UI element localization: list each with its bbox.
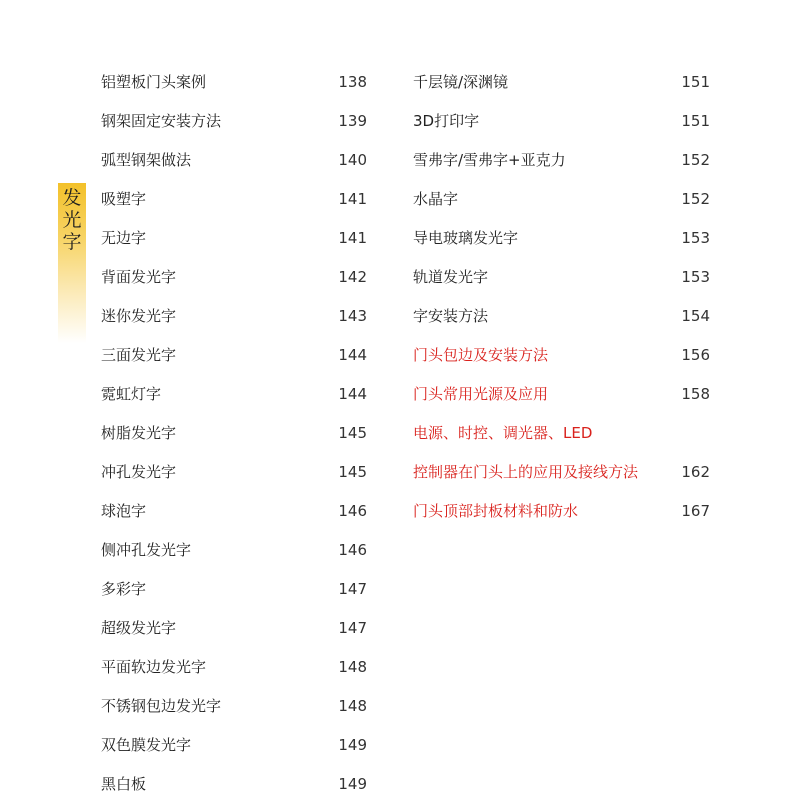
toc-entry[interactable] (101, 570, 367, 609)
toc-entry-page: 152 (681, 151, 710, 169)
toc-entry-title: 双色膜发光字 (101, 736, 192, 754)
toc-entry[interactable] (413, 180, 710, 219)
toc-entry[interactable] (101, 219, 367, 258)
toc-entry[interactable] (101, 336, 367, 375)
toc-entry-title: 多彩字 (101, 580, 147, 598)
toc-entry-page: 145 (338, 424, 367, 442)
toc-entry-page: 144 (338, 346, 367, 364)
toc-entry-title: 无边字 (101, 229, 147, 247)
toc-entry-title: 3D打印字 (413, 112, 480, 130)
toc-entry-page: 146 (338, 502, 367, 520)
toc-entry-title: 黑白板 (101, 775, 147, 793)
toc-entry-page: 147 (338, 580, 367, 598)
toc-entry-title: 霓虹灯字 (101, 385, 162, 403)
toc-entry[interactable] (413, 297, 710, 336)
toc-entry-page: 138 (338, 73, 367, 91)
toc-entry-title: 门头顶部封板材料和防水 (413, 502, 579, 520)
toc-entry-title: 门头常用光源及应用 (413, 385, 549, 403)
toc-right-column (413, 63, 710, 531)
toc-entry-page: 142 (338, 268, 367, 286)
toc-entry-page: 139 (338, 112, 367, 130)
toc-entry-title: 树脂发光字 (101, 424, 177, 442)
toc-entry[interactable] (413, 63, 710, 102)
toc-entry[interactable] (101, 765, 367, 800)
toc-entry-title: 冲孔发光字 (101, 463, 177, 481)
toc-entry-page: 162 (681, 463, 710, 481)
toc-entry[interactable] (101, 531, 367, 570)
toc-entry[interactable] (101, 492, 367, 531)
toc-entry[interactable] (413, 102, 710, 141)
toc-entry[interactable] (101, 414, 367, 453)
toc-entry-page: 144 (338, 385, 367, 403)
toc-entry[interactable] (101, 375, 367, 414)
toc-entry-title: 雪弗字/雪弗字+亚克力 (413, 151, 566, 169)
toc-entry[interactable] (413, 258, 710, 297)
toc-entry[interactable] (413, 414, 710, 453)
toc-entry[interactable] (101, 63, 367, 102)
toc-entry-title: 不锈钢包边发光字 (101, 697, 222, 715)
toc-entry[interactable] (101, 297, 367, 336)
toc-entry-page: 147 (338, 619, 367, 637)
toc-entry-title: 门头包边及安装方法 (413, 346, 549, 364)
toc-entry[interactable] (413, 219, 710, 258)
toc-entry-title: 超级发光字 (101, 619, 177, 637)
toc-entry[interactable] (413, 492, 710, 531)
section-tab (58, 183, 86, 343)
toc-entry[interactable] (413, 141, 710, 180)
toc-entry-page: 140 (338, 151, 367, 169)
toc-entry-page: 148 (338, 658, 367, 676)
toc-entry-title: 千层镜/深渊镜 (413, 73, 509, 91)
toc-entry-title: 钢架固定安装方法 (101, 112, 222, 130)
toc-entry[interactable] (101, 141, 367, 180)
toc-entry[interactable] (101, 102, 367, 141)
toc-entry-title: 平面软边发光字 (101, 658, 207, 676)
toc-entry-page: 146 (338, 541, 367, 559)
toc-entry-title: 水晶字 (413, 190, 459, 208)
toc-entry-page: 158 (681, 385, 710, 403)
toc-entry-title: 字安装方法 (413, 307, 489, 325)
toc-entry-title: 控制器在门头上的应用及接线方法 (413, 463, 639, 481)
toc-entry-title: 吸塑字 (101, 190, 147, 208)
toc-entry[interactable] (101, 258, 367, 297)
toc-entry-title: 导电玻璃发光字 (413, 229, 519, 247)
toc-entry-title: 迷你发光字 (101, 307, 177, 325)
toc-entry[interactable] (101, 726, 367, 765)
toc-entry-title: 球泡字 (101, 502, 147, 520)
toc-entry[interactable] (101, 687, 367, 726)
toc-entry-page: 145 (338, 463, 367, 481)
toc-entry-page: 156 (681, 346, 710, 364)
toc-entry-page: 149 (338, 775, 367, 793)
toc-entry[interactable] (101, 180, 367, 219)
toc-entry-page: 148 (338, 697, 367, 715)
toc-entry-title: 弧型钢架做法 (101, 151, 192, 169)
toc-entry-title: 轨道发光字 (413, 268, 489, 286)
toc-entry-page: 151 (681, 112, 710, 130)
toc-entry-page: 154 (681, 307, 710, 325)
toc-entry[interactable] (101, 648, 367, 687)
toc-entry-page: 141 (338, 229, 367, 247)
toc-entry[interactable] (101, 453, 367, 492)
toc-entry-title: 三面发光字 (101, 346, 177, 364)
toc-entry-page: 151 (681, 73, 710, 91)
toc-left-column (101, 63, 367, 800)
toc-entry-title: 背面发光字 (101, 268, 177, 286)
section-tab-label: 发光字 (62, 187, 82, 253)
toc-entry-page: 167 (681, 502, 710, 520)
toc-entry[interactable] (413, 453, 710, 492)
toc-entry[interactable] (101, 609, 367, 648)
toc-entry-page: 149 (338, 736, 367, 754)
toc-entry-page: 141 (338, 190, 367, 208)
toc-entry[interactable] (413, 375, 710, 414)
toc-entry-page: 153 (681, 229, 710, 247)
toc-entry[interactable] (413, 336, 710, 375)
toc-entry-page: 152 (681, 190, 710, 208)
toc-entry-title: 电源、时控、调光器、LED (413, 424, 593, 442)
toc-entry-page: 143 (338, 307, 367, 325)
toc-entry-title: 侧冲孔发光字 (101, 541, 192, 559)
toc-entry-title: 铝塑板门头案例 (101, 73, 207, 91)
toc-entry-page: 153 (681, 268, 710, 286)
